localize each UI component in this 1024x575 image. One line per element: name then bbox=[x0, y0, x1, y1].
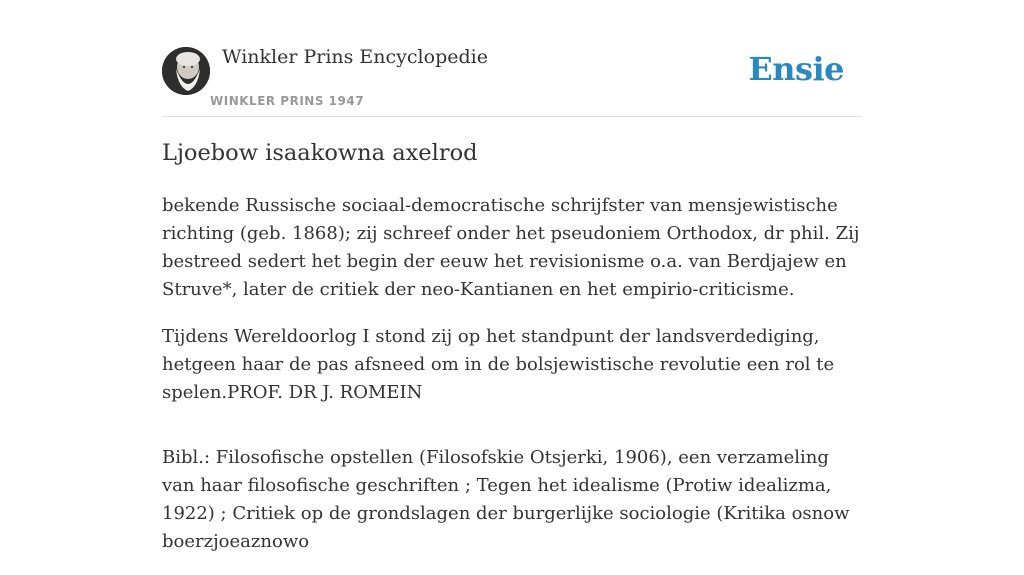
ensie-logo[interactable]: Ensie bbox=[748, 50, 844, 88]
edition-label: WINKLER PRINS 1947 bbox=[210, 94, 365, 108]
article-paragraph: bekende Russische sociaal-democratische schrijfster van mensjewistische richting (geb. 1868); zij schreef onder het pseudoniem Orthodox, dr phil. Zij bestreed sedert het begin der eeuw het revisionisme o.a. van Berdjajew en Struve*, later de critiek der neo-Kantianen en het empirio-criticisme. bbox=[162, 195, 860, 300]
header bbox=[162, 0, 862, 117]
page-container bbox=[162, 0, 862, 552]
article-paragraph: Tijdens Wereldoorlog I stond zij op het standpunt der landsverdediging, hetgeen haar de pas afsneed om in de bolsjewistische revolutie een rol te spelen.PROF. DR J. ROMEIN bbox=[162, 326, 835, 403]
article-body bbox=[162, 192, 862, 575]
article-title: Ljoebow isaakowna axelrod bbox=[162, 140, 478, 166]
bearded-man-portrait-icon[interactable] bbox=[162, 47, 210, 95]
bibliography-paragraph: Bibl.: Filosofische opstellen (Filosofskie Otsjerki, 1906), een verzameling van haar filosofische geschriften ; Tegen het idealisme (Protiw idealizma, 1922) ; Critiek op de grondslagen der burgerlijke sociologie (Kritika osnow boerzjoeaznowo bbox=[162, 447, 850, 552]
site-title[interactable]: Winkler Prins Encyclopedie bbox=[222, 46, 488, 68]
